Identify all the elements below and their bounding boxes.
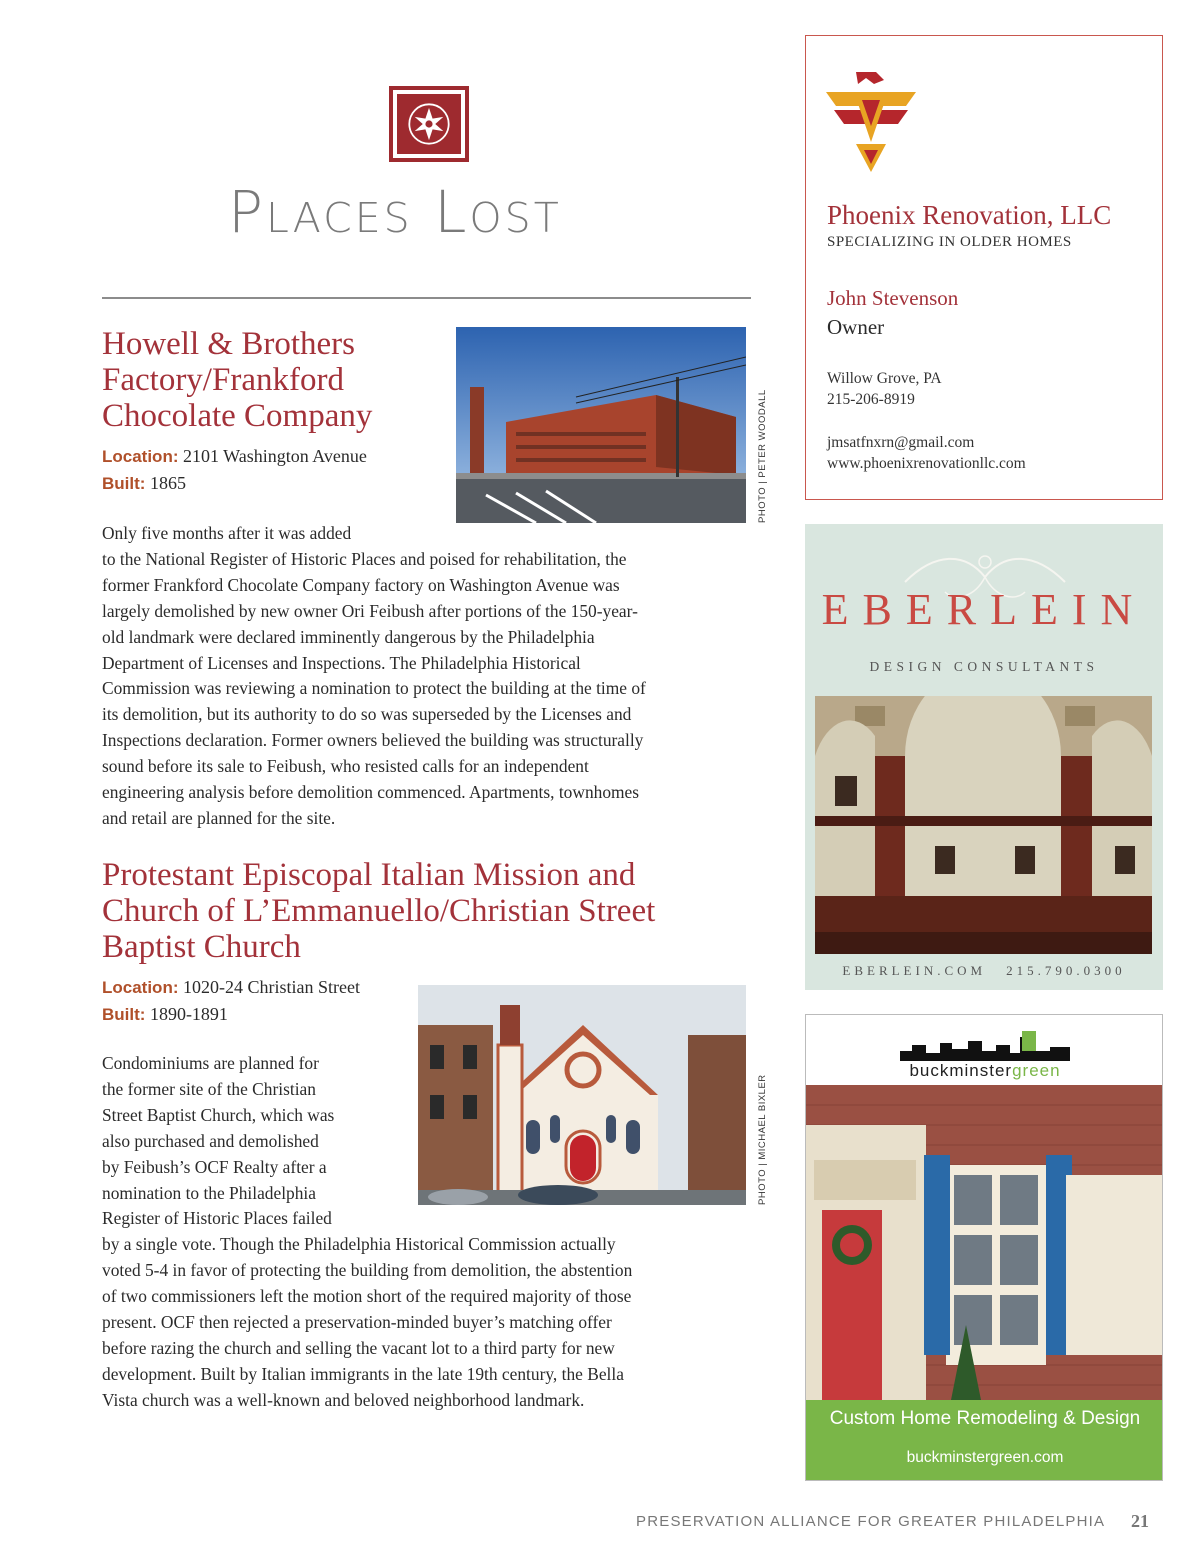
buckminster-slogan: Custom Home Remodeling & Design: [829, 1408, 1141, 1429]
brand-part: green: [1012, 1061, 1061, 1080]
skyline-logo-icon: [900, 1029, 1070, 1061]
photo-credit: PHOTO | MICHAEL BIXLER: [757, 1074, 768, 1205]
body-line: its demolition, but its authority to do so was superseded by the Licenses and: [102, 704, 632, 725]
eberlein-name: EBERLEIN: [821, 585, 1147, 634]
location-value: 2101 Washington Avenue: [183, 446, 367, 466]
house-facade-photo: [806, 1085, 1163, 1400]
body-line: voted 5-4 in favor of protecting the building from demolition, the abstention: [102, 1260, 633, 1281]
contact-email[interactable]: jmsatfnxrn@gmail.com: [827, 434, 975, 451]
body-line: present. OCF then rejected a preservation-minded buyer’s matching offer: [102, 1312, 612, 1333]
body-line: Register of Historic Places failed: [102, 1208, 332, 1229]
body-line: by a single vote. Though the Philadelphia Historical Commission actually: [102, 1234, 616, 1255]
body-line: Vista church was a well-known and beloved neighborhood landmark.: [102, 1389, 585, 1410]
contact-website[interactable]: www.phoenixrenovationllc.com: [827, 455, 1026, 472]
body-line: old landmark were declared imminently dangerous by the Philadelphia: [102, 626, 595, 647]
phoenix-bird-logo-icon: [826, 70, 916, 172]
photo-credit: PHOTO | PETER WOODALL: [757, 389, 768, 523]
buckminster-green-ad[interactable]: [805, 1014, 1163, 1481]
article-1-meta: [102, 443, 367, 497]
article-2-meta: [102, 974, 360, 1028]
body-line: nomination to the Philadelphia: [102, 1182, 316, 1203]
body-line: Condominiums are planned for: [102, 1053, 319, 1073]
title-line: Baptist Church: [102, 929, 301, 965]
body-line: largely demolished by new owner Ori Feibush after portions of the 150-year-: [102, 600, 638, 621]
buckminster-website[interactable]: buckminstergreen.com: [906, 1449, 1064, 1466]
factory-photo: [456, 327, 746, 523]
eberlein-contact: [805, 963, 1163, 979]
body-line: former Frankford Chocolate Company factory on Washington Avenue was: [102, 574, 620, 595]
body-line: Inspections declaration. Former owners believed the building was structurally: [102, 730, 644, 751]
body-line: also purchased and demolished: [102, 1130, 319, 1151]
article-1-title: [102, 326, 442, 434]
section-title: Places Lost: [228, 178, 562, 246]
location-label: Location:: [102, 447, 179, 466]
footer-organization: PRESERVATION ALLIANCE FOR GREATER PHILADELPHIA: [636, 1513, 1106, 1530]
body-line: to the National Register of Historic Places and poised for rehabilitation, the: [102, 548, 627, 569]
title-line: Factory/Frankford: [102, 362, 344, 398]
contact-name: John Stevenson: [827, 286, 959, 310]
contact-role: Owner: [827, 315, 885, 339]
article-2-title: [102, 857, 762, 965]
eberlein-phone: 215.790.0300: [1006, 963, 1126, 978]
interior-photo: [815, 696, 1152, 954]
buckminster-brand: [806, 1061, 1163, 1081]
phoenix-renovation-ad[interactable]: [805, 35, 1163, 500]
body-line: of two commissioners left the motion short of the required majority of those: [102, 1286, 632, 1307]
business-tagline: SPECIALIZING IN OLDER HOMES: [827, 234, 1072, 250]
body-line: development. Built by Italian immigrants in the late 19th century, the Bella: [102, 1363, 624, 1384]
title-line: Chocolate Company: [102, 398, 373, 434]
body-line: sound before its sale to Feibush, who resisted calls for an independent: [102, 756, 589, 777]
body-line: and retail are planned for the site.: [102, 807, 336, 828]
body-line: before razing the church and selling the vacant lot to a third party for new: [102, 1337, 615, 1358]
location-value: 1020-24 Christian Street: [183, 977, 360, 997]
contact-city: Willow Grove, PA: [827, 370, 942, 387]
built-label: Built:: [102, 474, 146, 493]
title-line: Howell & Brothers: [102, 326, 355, 362]
section-emblem-icon: [389, 86, 469, 162]
title-line: Church of L’Emmanuello/Christian Street: [102, 893, 656, 929]
eberlein-website[interactable]: EBERLEIN.COM: [842, 963, 987, 978]
body-line: by Feibush’s OCF Realty after a: [102, 1156, 327, 1177]
eberlein-ad[interactable]: [805, 524, 1163, 990]
title-line: Protestant Episcopal Italian Mission and: [102, 857, 636, 893]
body-line: the former site of the Christian: [102, 1078, 316, 1099]
business-name: Phoenix Renovation, LLC: [827, 200, 1112, 230]
location-label: Location:: [102, 978, 179, 997]
section-divider: [102, 297, 751, 299]
body-line: Department of Licenses and Inspections. The Philadelphia Historical: [102, 652, 581, 673]
built-label: Built:: [102, 1005, 146, 1024]
built-value: 1865: [149, 473, 186, 493]
body-line: engineering analysis before demolition commenced. Apartments, townhomes: [102, 782, 640, 803]
page-number: 21: [1131, 1511, 1149, 1531]
contact-phone: 215-206-8919: [827, 391, 915, 408]
body-line: Only five months after it was added: [102, 523, 352, 543]
body-line: Street Baptist Church, which was: [102, 1104, 335, 1125]
article-2-body: [102, 1051, 752, 1414]
brand-part: buckminster: [909, 1061, 1013, 1080]
article-1-body: [102, 521, 752, 832]
built-value: 1890-1891: [149, 1004, 228, 1024]
eberlein-subtitle: DESIGN CONSULTANTS: [869, 659, 1099, 674]
body-line: Commission was reviewing a nomination to protect the building at the time of: [102, 678, 646, 699]
